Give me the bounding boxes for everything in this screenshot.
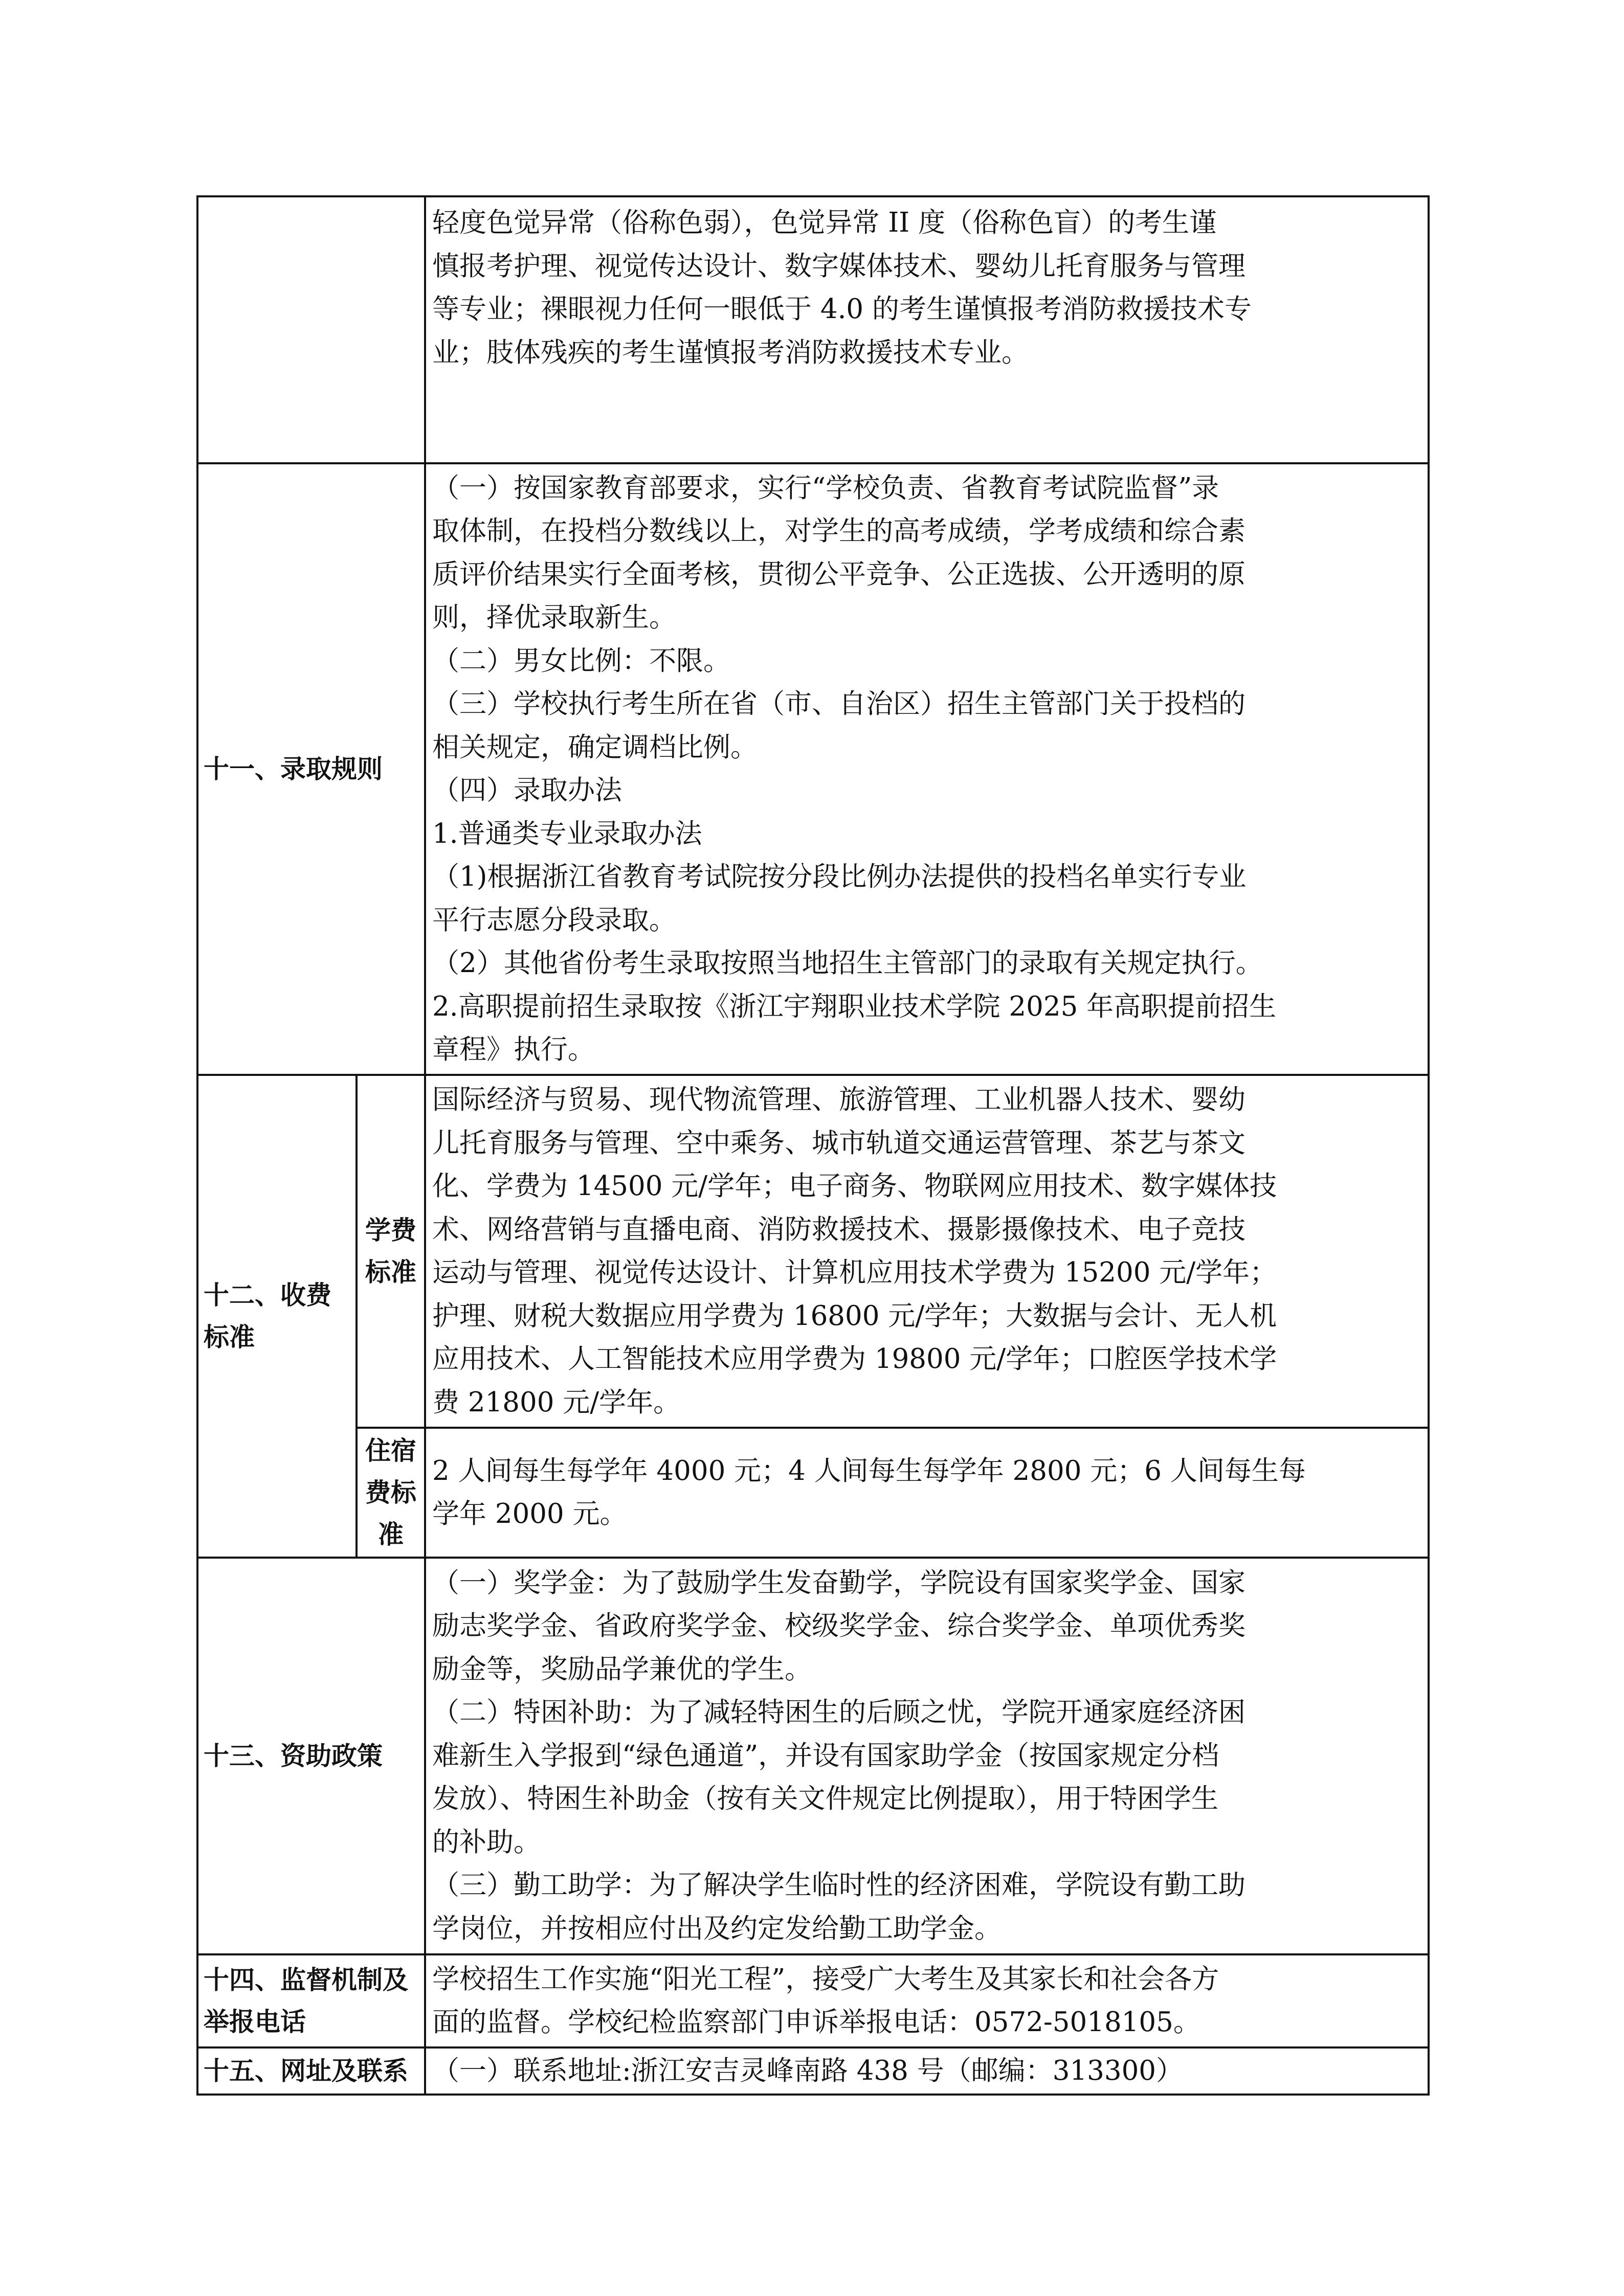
text-line: 护理、财税大数据应用学费为 16800 元/学年；大数据与会计、无人机 [432,1300,1277,1332]
row-financial-aid [197,1558,1429,1954]
row13-content [425,1558,1429,1954]
text-line: （2）其他省份考生录取按照当地招生主管部门的录取有关规定执行。 [432,948,1263,979]
row14-content [425,1954,1429,2047]
row12-label [197,1075,357,1558]
text-line: 国际经济与贸易、现代物流管理、旅游管理、工业机器人技术、婴幼 [432,1084,1245,1115]
row11-label: 十一、录取规则 [197,463,425,1075]
text-line: （三）勤工助学：为了解决学生临时性的经济困难，学院设有勤工助 [432,1870,1245,1901]
text-line: 质评价结果实行全面考核，贯彻公平竞争、公正选拔、公开透明的原 [432,558,1245,590]
text-line: 励志奖学金、省政府奖学金、校级奖学金、综合奖学金、单项优秀奖 [432,1610,1245,1642]
text-line: 儿托育服务与管理、空中乘务、城市轨道交通运营管理、茶艺与茶文 [432,1127,1245,1159]
text-line: 难新生入学报到“绿色通道”，并设有国家助学金（按国家规定分档 [432,1740,1219,1771]
row10-content [425,196,1429,463]
tuition-label-line1: 学费 [365,1215,416,1245]
row-admission-rules [197,463,1429,1075]
text-line: 术、网络营销与直播电商、消防救援技术、摄影摄像技术、电子竞技 [432,1213,1245,1245]
text-line: 等专业；裸眼视力任何一眼低于 4.0 的考生谨慎报考消防救援技术专 [432,294,1252,325]
row15-content [425,2047,1429,2095]
tuition-content [425,1075,1429,1428]
text-line: 学年 2000 元。 [432,1498,627,1529]
row-fee-tuition [197,1075,1429,1428]
text-line: 运动与管理、视觉传达设计、计算机应用技术学费为 15200 元/学年； [432,1257,1277,1288]
row10-label-cell [197,196,425,463]
dorm-label-line2: 费标 [365,1478,416,1507]
row11-content [425,463,1429,1075]
text-line: 取体制，在投档分数线以上，对学生的高考成绩，学考成绩和综合素 [432,515,1245,547]
text-line: 应用技术、人工智能技术应用学费为 19800 元/学年；口腔医学技术学 [432,1343,1277,1375]
tuition-label [357,1075,425,1428]
text-line: 发放）、特困生补助金（按有关文件规定比例提取），用于特困学生 [432,1783,1218,1815]
text-line: 励金等，奖励品学兼优的学生。 [432,1653,812,1685]
row15-label: 十五、网址及联系 [197,2047,425,2095]
text-line: （1)根据浙江省教育考试院按分段比例办法提供的投档名单实行专业 [432,861,1247,892]
text-line: 2.高职提前招生录取按《浙江宇翔职业技术学院 2025 年高职提前招生 [432,991,1277,1022]
row14-label [197,1954,425,2047]
dorm-label [357,1428,425,1558]
text-line: 慎报考护理、视觉传达设计、数字媒体技术、婴幼儿托育服务与管理 [432,250,1245,282]
text-line: 相关规定，确定调档比例。 [432,731,758,763]
text-line: （二）男女比例：不限。 [432,645,730,677]
text-line: 化、学费为 14500 元/学年；电子商务、物联网应用技术、数字媒体技 [432,1170,1277,1202]
dorm-label-line1: 住宿 [365,1436,416,1466]
text-line: （一）奖学金：为了鼓励学生发奋勤学，学院设有国家奖学金、国家 [432,1567,1245,1599]
row14-label-line2: 举报电话 [204,2007,306,2037]
text-line: 2 人间每生每学年 4000 元；4 人间每生每学年 2800 元；6 人间每生每 [432,1455,1306,1487]
text-line: 业；肢体残疾的考生谨慎报考消防救援技术专业。 [432,336,1029,368]
dorm-content [425,1428,1429,1558]
text-line: （二）特困补助：为了减轻特困生的后顾之忧，学院开通家庭经济困 [432,1697,1245,1728]
tuition-label-line2: 标准 [365,1257,416,1287]
text-line: 学校招生工作实施“阳光工程”，接受广大考生及其家长和社会各方 [432,1963,1219,1995]
text-line: （四）录取办法 [432,775,622,806]
row-fee-dorm [197,1428,1429,1558]
dorm-label-line3: 准 [378,1520,404,1549]
row-contact [197,2047,1429,2095]
text-line: 费 21800 元/学年。 [432,1386,681,1418]
row13-label: 十三、资助政策 [197,1558,425,1954]
text-line: （一）按国家教育部要求，实行“学校负责、省教育考试院监督”录 [432,472,1219,504]
text-line: （三）学校执行考生所在省（市、自治区）招生主管部门关于投档的 [432,688,1245,719]
text-line: 学岗位，并按相应付出及约定发给勤工助学金。 [432,1912,1002,1944]
text-line: 面的监督。学校纪检监察部门申诉举报电话：0572-5018105。 [432,2007,1200,2038]
row14-label-line1: 十四、监督机制及 [204,1965,408,1995]
row12-label-line2: 标准 [204,1322,255,1352]
text-line: （一）联系地址:浙江安吉灵峰南路 438 号（邮编：313300） [432,2055,1184,2086]
text-line: 的补助。 [432,1826,541,1858]
text-line: 轻度色觉异常（俗称色弱），色觉异常 II 度（俗称色盲）的考生谨 [432,207,1217,238]
text-line: 1.普通类专业录取办法 [432,818,702,849]
row12-label-line1: 十二、收费 [204,1280,331,1310]
text-line: 平行志愿分段录取。 [432,904,676,936]
text-line: 章程》执行。 [432,1034,595,1065]
text-line: 则，择优录取新生。 [432,602,676,633]
admission-rules-table [196,195,1430,2096]
row-health-continuation [197,196,1429,463]
row-supervision [197,1954,1429,2047]
